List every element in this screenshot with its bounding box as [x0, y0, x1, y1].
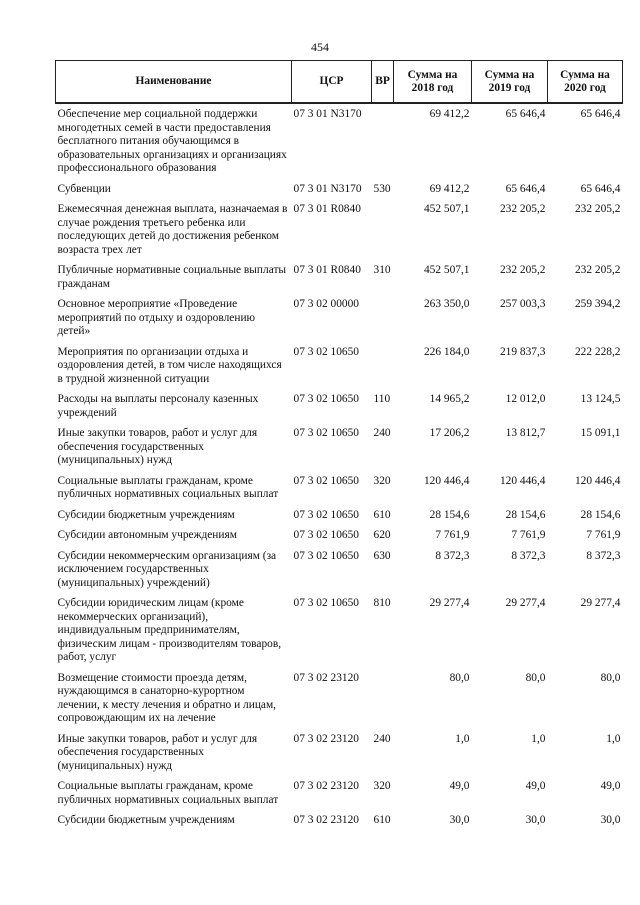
row-name: Ежемесячная денежная выплата, назначаемая в случае рождения третьего ребенка или последующих детей до достижения ребенком возраста трех лет — [57, 203, 288, 256]
row-sum-2019: 232 205,2 — [499, 264, 546, 276]
row-csr: 07 3 02 23120 — [293, 780, 359, 792]
row-sum-2018: 452 507,1 — [423, 203, 470, 215]
row-vr: 620 — [373, 529, 391, 541]
budget-table — [55, 60, 623, 831]
row-vr — [372, 199, 394, 260]
row-csr: 07 3 02 10650 — [293, 427, 359, 439]
table-row — [56, 199, 623, 260]
row-sum-2020: 49,0 — [600, 780, 621, 792]
row-sum-2018: 7 761,9 — [435, 529, 470, 541]
row-sum-2019: 12 012,0 — [505, 393, 546, 405]
row-csr: 07 3 01 R0840 — [293, 203, 361, 215]
row-name: Публичные нормативные социальные выплаты гражданам — [57, 264, 287, 290]
row-sum-2020: 13 124,5 — [580, 393, 621, 405]
row-name: Расходы на выплаты персоналу казенных учреждений — [57, 393, 259, 419]
header-sum-2019: Сумма на 2019 год — [472, 61, 548, 104]
row-sum-2020: 120 446,4 — [574, 474, 621, 487]
row-vr: 110 — [373, 393, 391, 405]
row-csr: 07 3 02 23120 — [293, 671, 359, 684]
row-sum-2018: 28 154,6 — [429, 508, 470, 521]
row-sum-2020: 7 761,9 — [586, 529, 621, 541]
row-sum-2019: 30,0 — [525, 814, 546, 826]
table-row — [56, 389, 623, 423]
row-vr — [372, 668, 394, 729]
header-sum-2020: Сумма на 2020 год — [548, 61, 623, 104]
table-row — [56, 179, 623, 200]
row-name: Иные закупки товаров, работ и услуг для обеспечения государственных (муниципальных) нужд — [57, 732, 258, 772]
row-sum-2018: 69 412,2 — [429, 182, 470, 195]
table-row — [56, 471, 623, 505]
row-vr: 240 — [373, 427, 391, 439]
row-csr: 07 3 01 N3170 — [293, 108, 362, 120]
row-sum-2020: 65 646,4 — [580, 108, 621, 120]
row-sum-2020: 232 205,2 — [574, 264, 621, 276]
row-sum-2018: 8 372,3 — [435, 549, 470, 562]
table-row — [56, 342, 623, 390]
row-sum-2020: 222 228,2 — [574, 345, 621, 358]
row-sum-2018: 69 412,2 — [429, 108, 470, 120]
row-sum-2019: 8 372,3 — [511, 549, 546, 562]
row-sum-2018: 17 206,2 — [429, 427, 470, 439]
row-vr — [372, 342, 394, 390]
row-sum-2018: 30,0 — [449, 814, 470, 826]
header-vr: ВР — [372, 61, 394, 104]
row-csr: 07 3 02 10650 — [293, 597, 359, 609]
row-sum-2018: 1,0 — [455, 732, 470, 745]
row-sum-2018: 49,0 — [449, 780, 470, 792]
row-sum-2019: 1,0 — [531, 732, 546, 745]
row-vr: 810 — [373, 597, 391, 609]
row-sum-2019: 49,0 — [525, 780, 546, 792]
row-vr: 610 — [373, 508, 391, 521]
row-vr — [372, 294, 394, 342]
row-sum-2018: 29 277,4 — [429, 597, 470, 609]
row-sum-2018: 14 965,2 — [429, 393, 470, 405]
row-vr: 240 — [373, 732, 391, 745]
table-row — [56, 593, 623, 668]
table-row — [56, 776, 623, 810]
row-vr: 320 — [373, 474, 391, 487]
row-csr: 07 3 02 23120 — [293, 732, 359, 745]
row-name: Основное мероприятие «Проведение мероприятий по отдыху и оздоровлению детей» — [57, 298, 256, 337]
row-vr — [372, 103, 394, 179]
row-name: Субсидии бюджетным учреждениям — [57, 814, 235, 826]
row-vr: 630 — [373, 549, 391, 562]
row-name: Субсидии юридическим лицам (кроме некоммерческих организаций), индивидуальным предпринимателям, физическим лицам - производителям товаров, работ, услуг — [57, 597, 282, 663]
table-row — [56, 729, 623, 777]
table-row — [56, 294, 623, 342]
row-sum-2018: 80,0 — [449, 671, 470, 684]
row-sum-2019: 13 812,7 — [505, 427, 546, 439]
row-csr: 07 3 02 10650 — [293, 474, 359, 487]
table-row — [56, 668, 623, 729]
row-sum-2020: 29 277,4 — [580, 597, 621, 609]
row-vr: 610 — [373, 814, 391, 826]
table-row — [56, 525, 623, 546]
row-sum-2018: 226 184,0 — [423, 345, 470, 358]
row-sum-2019: 65 646,4 — [505, 182, 546, 195]
row-name: Субвенции — [57, 182, 111, 195]
row-sum-2020: 8 372,3 — [586, 549, 621, 562]
table-header-row — [56, 61, 623, 104]
row-csr: 07 3 02 10650 — [293, 529, 359, 541]
row-sum-2018: 120 446,4 — [423, 474, 470, 487]
row-sum-2020: 1,0 — [606, 732, 621, 745]
row-name: Социальные выплаты гражданам, кроме публичных нормативных социальных выплат — [57, 780, 279, 806]
table-body — [56, 103, 623, 831]
row-sum-2020: 232 205,2 — [574, 203, 621, 215]
row-sum-2020: 259 394,2 — [574, 298, 621, 310]
row-name: Возмещение стоимости проезда детям, нуждающимся в санаторно-курортном лечении, к месту лечения и обратно и лицам, сопровождающим их на лечение — [57, 671, 277, 724]
row-sum-2019: 232 205,2 — [499, 203, 546, 215]
row-sum-2019: 7 761,9 — [511, 529, 546, 541]
row-csr: 07 3 02 10650 — [293, 508, 359, 521]
row-name: Субсидии бюджетным учреждениям — [57, 508, 235, 521]
row-sum-2019: 80,0 — [525, 671, 546, 684]
table-row — [56, 505, 623, 526]
row-vr: 310 — [373, 264, 391, 276]
header-name: Наименование — [56, 61, 292, 104]
row-sum-2020: 65 646,4 — [580, 182, 621, 195]
row-vr: 320 — [373, 780, 391, 792]
row-sum-2020: 15 091,1 — [580, 427, 621, 439]
row-csr: 07 3 01 N3170 — [293, 182, 362, 195]
row-csr: 07 3 02 10650 — [293, 345, 359, 358]
table-row — [56, 260, 623, 294]
row-vr: 530 — [373, 182, 391, 195]
row-sum-2019: 65 646,4 — [505, 108, 546, 120]
row-sum-2018: 263 350,0 — [423, 298, 470, 310]
table-row — [56, 103, 623, 179]
page-number: 454 — [311, 40, 329, 54]
row-name: Субсидии автономным учреждениям — [57, 529, 237, 541]
table-row — [56, 546, 623, 594]
header-csr: ЦСР — [292, 61, 372, 104]
row-sum-2019: 28 154,6 — [505, 508, 546, 521]
table-row — [56, 810, 623, 831]
row-csr: 07 3 02 23120 — [293, 814, 359, 826]
row-sum-2019: 257 003,3 — [499, 298, 546, 310]
row-sum-2020: 30,0 — [600, 814, 621, 826]
row-name: Мероприятия по организации отдыха и оздоровления детей, в том числе находящихся в трудной жизненной ситуации — [57, 345, 282, 385]
table-row — [56, 423, 623, 471]
row-sum-2019: 29 277,4 — [505, 597, 546, 609]
row-name: Социальные выплаты гражданам, кроме публичных нормативных социальных выплат — [57, 474, 279, 500]
row-csr: 07 3 01 R0840 — [293, 264, 361, 276]
row-csr: 07 3 02 10650 — [293, 549, 359, 562]
row-name: Обеспечение мер социальной поддержки многодетных семей в части предоставления бесплатного питания обучающимся в образовательных организациях и организациях профессионального образования — [57, 108, 287, 174]
row-name: Субсидии некоммерческим организациям (за исключением государственных (муниципальных) учреждений) — [57, 549, 277, 589]
row-sum-2020: 80,0 — [600, 671, 621, 684]
row-sum-2019: 219 837,3 — [499, 345, 546, 358]
row-csr: 07 3 02 00000 — [293, 298, 359, 310]
header-sum-2018: Сумма на 2018 год — [394, 61, 472, 104]
row-sum-2020: 28 154,6 — [580, 508, 621, 521]
row-sum-2018: 452 507,1 — [423, 264, 470, 276]
row-csr: 07 3 02 10650 — [293, 393, 359, 405]
row-sum-2019: 120 446,4 — [499, 474, 546, 487]
row-name: Иные закупки товаров, работ и услуг для обеспечения государственных (муниципальных) нужд — [57, 427, 258, 466]
